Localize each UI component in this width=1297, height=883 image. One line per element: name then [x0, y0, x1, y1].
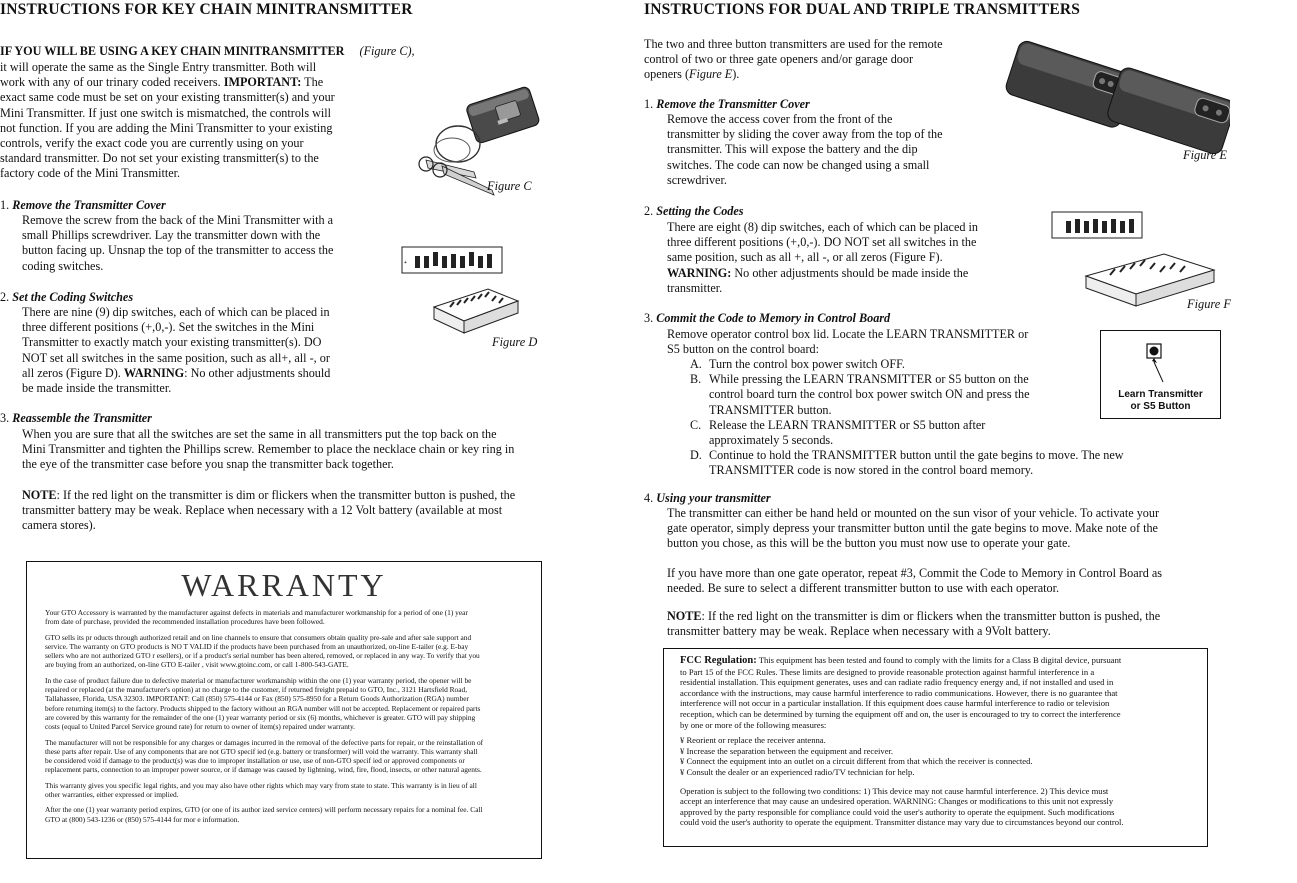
text-line: Remove the access cover from the front of the	[667, 112, 893, 126]
step-item: A. Turn the control box power switch OFF.	[690, 357, 905, 371]
dip-switch-strip-9	[400, 244, 505, 276]
fcc-statement: FCC Regulation: This equipment has been tested and found to comply with the limits for a Class B digital device, pursuant to Part 15 of the FCC Rules. These limits are designed to provide reasonable protection against harmful interference in a residential installation. This equipment generates, uses and can radiate radio frequency energy and, if not installed and used in accordance with the instructions, may cause harmful interference to radio communications. However, there is no guarantee that interference will not occur in a particular installation. If this equipment does cause harmful interference to radio or television reception, which can be determined by turning the equipment off and on, the user is encouraged to try to correct the interference by one or more of the following measures:	[680, 655, 1122, 730]
text-line: transmitter by sliding the cover away from the top of the	[667, 127, 943, 142]
text-line: openers (Figure E).	[644, 67, 740, 82]
left-section-3-body	[22, 427, 514, 473]
right-section-1-heading: 1. Remove the Transmitter Cover	[644, 97, 810, 111]
text-line: transmitter.	[667, 280, 723, 295]
right-section-3-body	[667, 327, 1028, 357]
text-line: all zeros (Figure D). WARNING: No other adjustments should	[22, 365, 331, 380]
text-line: controls, verify the exact code you are currently using on your	[0, 136, 304, 151]
text-line: When you are sure that all the switches are set the same in all transmitters put the top back on the	[22, 427, 497, 441]
text-line: coding switches.	[22, 258, 104, 273]
text-line: If you have more than one gate operator, repeat #3, Commit the Code to Memory in Control Board as	[667, 566, 1163, 580]
learn-button-icon	[1141, 342, 1171, 384]
warranty-paragraph: GTO sells its pr oducts through authorized retail and on line channels to ensure that consumers obtain quality pre-sale and after sale support and service. The warranty on GTO products is NO T VALID if the products have been purchased from an unauthorized, on-line E-tailer (e.g. E-bay sellers who are not authorized GTO r esellers), or if a product's serial number has been altered, removed, or replaced in any way. To verify that you are buying from an authorized, on-line GTO E-tailer , visit www.gtoinc.com, or call 1-800-543-GATE.	[45, 632, 480, 670]
text-line: three different positions (+,0,-). Set the switches in the Mini	[22, 320, 315, 335]
fcc-conditions: Operation is subject to the following two conditions: 1) This device may not cause harmful interference. 2) This device must accept an interference that may cause an undesired operation. WARNING: Changes or modifications to this unit not expressly approved by the party responsible for compliance could void the user's authority to operate the equipment. Such modifications could void the user's authority to operate the equipment. Transmitter distance may vary due to circumstances beyond our control.	[680, 785, 1124, 828]
learn-transmitter-box	[1100, 330, 1221, 419]
text-line: button you chose, as this will be the button you must now use to operate your gate.	[667, 536, 1071, 551]
text-line: Mini Transmitter. If just one switch is mismatched, the controls will	[0, 105, 332, 120]
text-line: NOT set all switches in the same position, such as all+, all -, or	[22, 350, 330, 365]
right-multi-operator	[667, 566, 1162, 596]
text-line: gate operator, simply depress your transmitter button until the gate begins to move. Make note of the	[667, 521, 1158, 536]
step-item: D. Continue to hold the TRANSMITTER button until the gate begins to move. The new TRANSMITTER code is now stored in the control board memory.	[690, 448, 1124, 478]
svg-text:+: +	[404, 260, 407, 266]
text-line: NOTE: If the red light on the transmitter is dim or flickers when the transmitter button is pushed, the	[667, 609, 1161, 623]
text-line: control of two or three gate openers and/or garage door	[644, 52, 914, 67]
figure-e-caption: Figure E	[1183, 148, 1227, 162]
text-line: There are eight (8) dip switches, each of which can be placed in	[667, 220, 978, 234]
list-item: ¥ Connect the equipment into an outlet on a circuit different from that which the receiver is connected.	[680, 756, 1033, 767]
right-section-4-heading: 4. Using your transmitter	[644, 491, 771, 505]
step-item: B. While pressing the LEARN TRANSMITTER or S5 button on the control board turn the control box power switch ON and press the TRANSMITTER button.	[690, 372, 1030, 417]
warranty-title: WARRANTY	[181, 567, 387, 603]
left-note	[22, 488, 515, 534]
warranty-body	[27, 602, 541, 824]
text-line: screwdriver.	[667, 172, 727, 187]
text-line: There are nine (9) dip switches, each of which can be placed in	[22, 305, 330, 319]
left-section-2-body	[22, 305, 330, 396]
left-intro-fig: (Figure C),	[359, 44, 415, 58]
learn-transmitter-label: Learn Transmitter or S5 Button	[1118, 389, 1203, 412]
text-line: Transmitter to exactly match your existing transmitter(s). DO	[22, 335, 322, 350]
warranty-paragraph: The manufacturer will not be responsible for any charges or damages incurred in the removal of the defective parts for repair, or the reinstallation of these parts after repair. Use of any components that are not GTO specif ied (e.g. battery or transformer) will void the warranty. This warranty shall be considered void if damage to the product(s) was due to improper installation or use, use of non-GTO specif ied or approved components or replacement parts, connection to an improper power source, or if damage was caused by lightning, wind, fire, flood, insects, or other natural agents.	[45, 737, 484, 775]
note-label: NOTE	[667, 609, 702, 623]
note-label: NOTE	[22, 488, 57, 502]
text-line: S5 button on the control board:	[667, 342, 819, 357]
list-item: ¥ Consult the dealer or an experienced radio/TV technician for help.	[680, 766, 915, 777]
intro-figure-ref: Figure E	[689, 67, 733, 82]
text-line: exact same code must be set on your existing transmitter(s) and your	[0, 90, 335, 105]
text-line: button facing up. Unsnap the top of the transmitter to access the	[22, 243, 334, 258]
text-line: small Phillips screwdriver. Lay the transmitter down with the	[22, 228, 321, 243]
warranty-paragraph: This warranty gives you specific legal rights, and you may also have other rights which may vary from state to state. This warranty is in lieu of all other warranties, either expressed or implied.	[45, 780, 477, 800]
text-line: camera stores).	[22, 518, 96, 533]
fcc-label: FCC Regulation:	[680, 655, 757, 666]
right-section-3-heading: 3. Commit the Code to Memory in Control Board	[644, 311, 891, 325]
text-line: same position, such as all +, all -, or all zeros (Figure F).	[667, 250, 943, 265]
text-line: Remove the screw from the back of the Mini Transmitter with a	[22, 213, 334, 227]
text-line: The two and three button transmitters are used for the remote	[644, 37, 943, 51]
figure-c-caption: Figure C	[487, 179, 532, 193]
text-line: Remove operator control box lid. Locate the LEARN TRANSMITTER or	[667, 327, 1029, 341]
right-intro	[644, 37, 943, 83]
text-line: work with any of our trinary coded receivers. IMPORTANT: The	[0, 75, 324, 90]
text-line: switches. The code can now be changed using a small	[667, 157, 930, 172]
right-section-2-heading: 2. Setting the Codes	[644, 204, 744, 218]
right-section-1-body	[667, 112, 943, 188]
right-title: INSTRUCTIONS FOR DUAL AND TRIPLE TRANSMITTERS	[644, 1, 1081, 18]
text-line: WARNING: No other adjustments should be made inside the	[667, 265, 969, 280]
text-line: the eye of the transmitter case before you snap the transmitter back together.	[22, 457, 394, 472]
warranty-paragraph: In the case of product failure due to defective material or manufacturer workmanship within the one (1) year warranty period, the opener will be repaired or replaced (at the manufacturer's option) at no charge to the customer, if returned freight prepaid to GTO, Inc., 3121 Hartsfield Road, Tallahassee, Florida, USA 32303. IMPORTANT: Call (850) 575-4144 or Fax (850) 575-8950 for a Return Goods Authorization (RGA) number before returning item(s) to the factory. Products shipped to the factory without an RGA number will not be accepted. Replacement or repaired parts are covered by this warranty for the remainder of the one (1) year warranty period or six (6) months, whichever is greater. GTO will pay shipping costs (equal to United Parcel Service ground rate) for return to owner of item(s) repaired under warranty.	[45, 675, 481, 732]
dual-triple-transmitters-illustration	[998, 34, 1230, 154]
right-note	[667, 609, 1160, 639]
text-line: it will operate the same as the Single Entry transmitter. Both will	[0, 60, 317, 74]
warranty-paragraph: Your GTO Accessory is warranted by the manufacturer against defects in materials and manufacturer workmanship for a period of one (1) year from date of purchase, provided the recommended installation procedures have been followed.	[45, 608, 468, 627]
left-section-3-heading: 3. Reassemble the Transmitter	[0, 411, 152, 425]
coding-switch-board-illustration	[430, 285, 520, 340]
text-line: transmitter. This will expose the battery and the dip	[667, 142, 918, 157]
dip-switch-strip-8	[1050, 210, 1145, 240]
fcc-regulation-box	[663, 648, 1208, 847]
text-line: standard transmitter. Do not set your existing transmitter(s) to the	[0, 151, 319, 166]
right-section-2-body	[667, 220, 978, 296]
important-label: IMPORTANT:	[223, 75, 302, 90]
figure-f-caption: Figure F	[1187, 297, 1231, 311]
step-item: C. Release the LEARN TRANSMITTER or S5 button after approximately 5 seconds.	[690, 417, 986, 448]
list-item: ¥ Increase the separation between the equipment and receiver.	[680, 745, 894, 756]
left-intro	[0, 60, 335, 182]
warning-label: WARNING	[123, 365, 185, 380]
left-title: INSTRUCTIONS FOR KEY CHAIN MINITRANSMITTER	[0, 1, 413, 18]
text-line: Mini Transmitter and tighten the Phillips screw. Remember to place the necklace chain or key ring in	[22, 442, 515, 457]
left-section-1-heading: 1. Remove the Transmitter Cover	[0, 198, 166, 212]
left-intro-lead: IF YOU WILL BE USING A KEY CHAIN MINITRANSMITTER	[0, 44, 345, 58]
list-item: ¥ Reorient or replace the receiver antenna.	[680, 735, 826, 746]
text-line: NOTE: If the red light on the transmitter is dim or flickers when the transmitter button is pushed, the	[22, 488, 516, 502]
text-line: needed. Be sure to select a different transmitter button to use with each operator.	[667, 581, 1060, 596]
text-line: transmitter battery may be weak. Replace when necessary with a 9Volt battery.	[667, 624, 1051, 639]
text-line: transmitter battery may be weak. Replace when necessary with a 12 Volt battery (available at most	[22, 503, 503, 518]
warranty-box	[26, 561, 542, 859]
fcc-measures	[680, 735, 1197, 777]
left-section-1-body	[22, 213, 333, 274]
left-section-2-heading: 2. Set the Coding Switches	[0, 290, 134, 304]
right-section-4-body	[667, 506, 1159, 552]
text-line: not function. If you are adding the Mini Transmitter to your existing	[0, 120, 333, 135]
warning-label: WARNING:	[667, 265, 732, 280]
text-line: The transmitter can either be hand held or mounted on the sun visor of your vehicle. To activate your	[667, 506, 1160, 520]
text-line: factory code of the Mini Transmitter.	[0, 166, 181, 181]
left-intro-lead-line	[0, 44, 415, 59]
right-section-3-steps	[690, 357, 1124, 479]
figure-d-caption: Figure D	[492, 335, 538, 349]
warranty-paragraph: After the one (1) year warranty period expires, GTO (or one of its author ized service centers) will perform necessary repairs for a nominal fee. Call GTO at (800) 543-1236 or (850) 575-4144 for mor e information.	[45, 805, 483, 824]
text-line: three different positions (+,0,-). DO NOT set all switches in the	[667, 235, 977, 250]
text-line: be made inside the transmitter.	[22, 381, 172, 396]
